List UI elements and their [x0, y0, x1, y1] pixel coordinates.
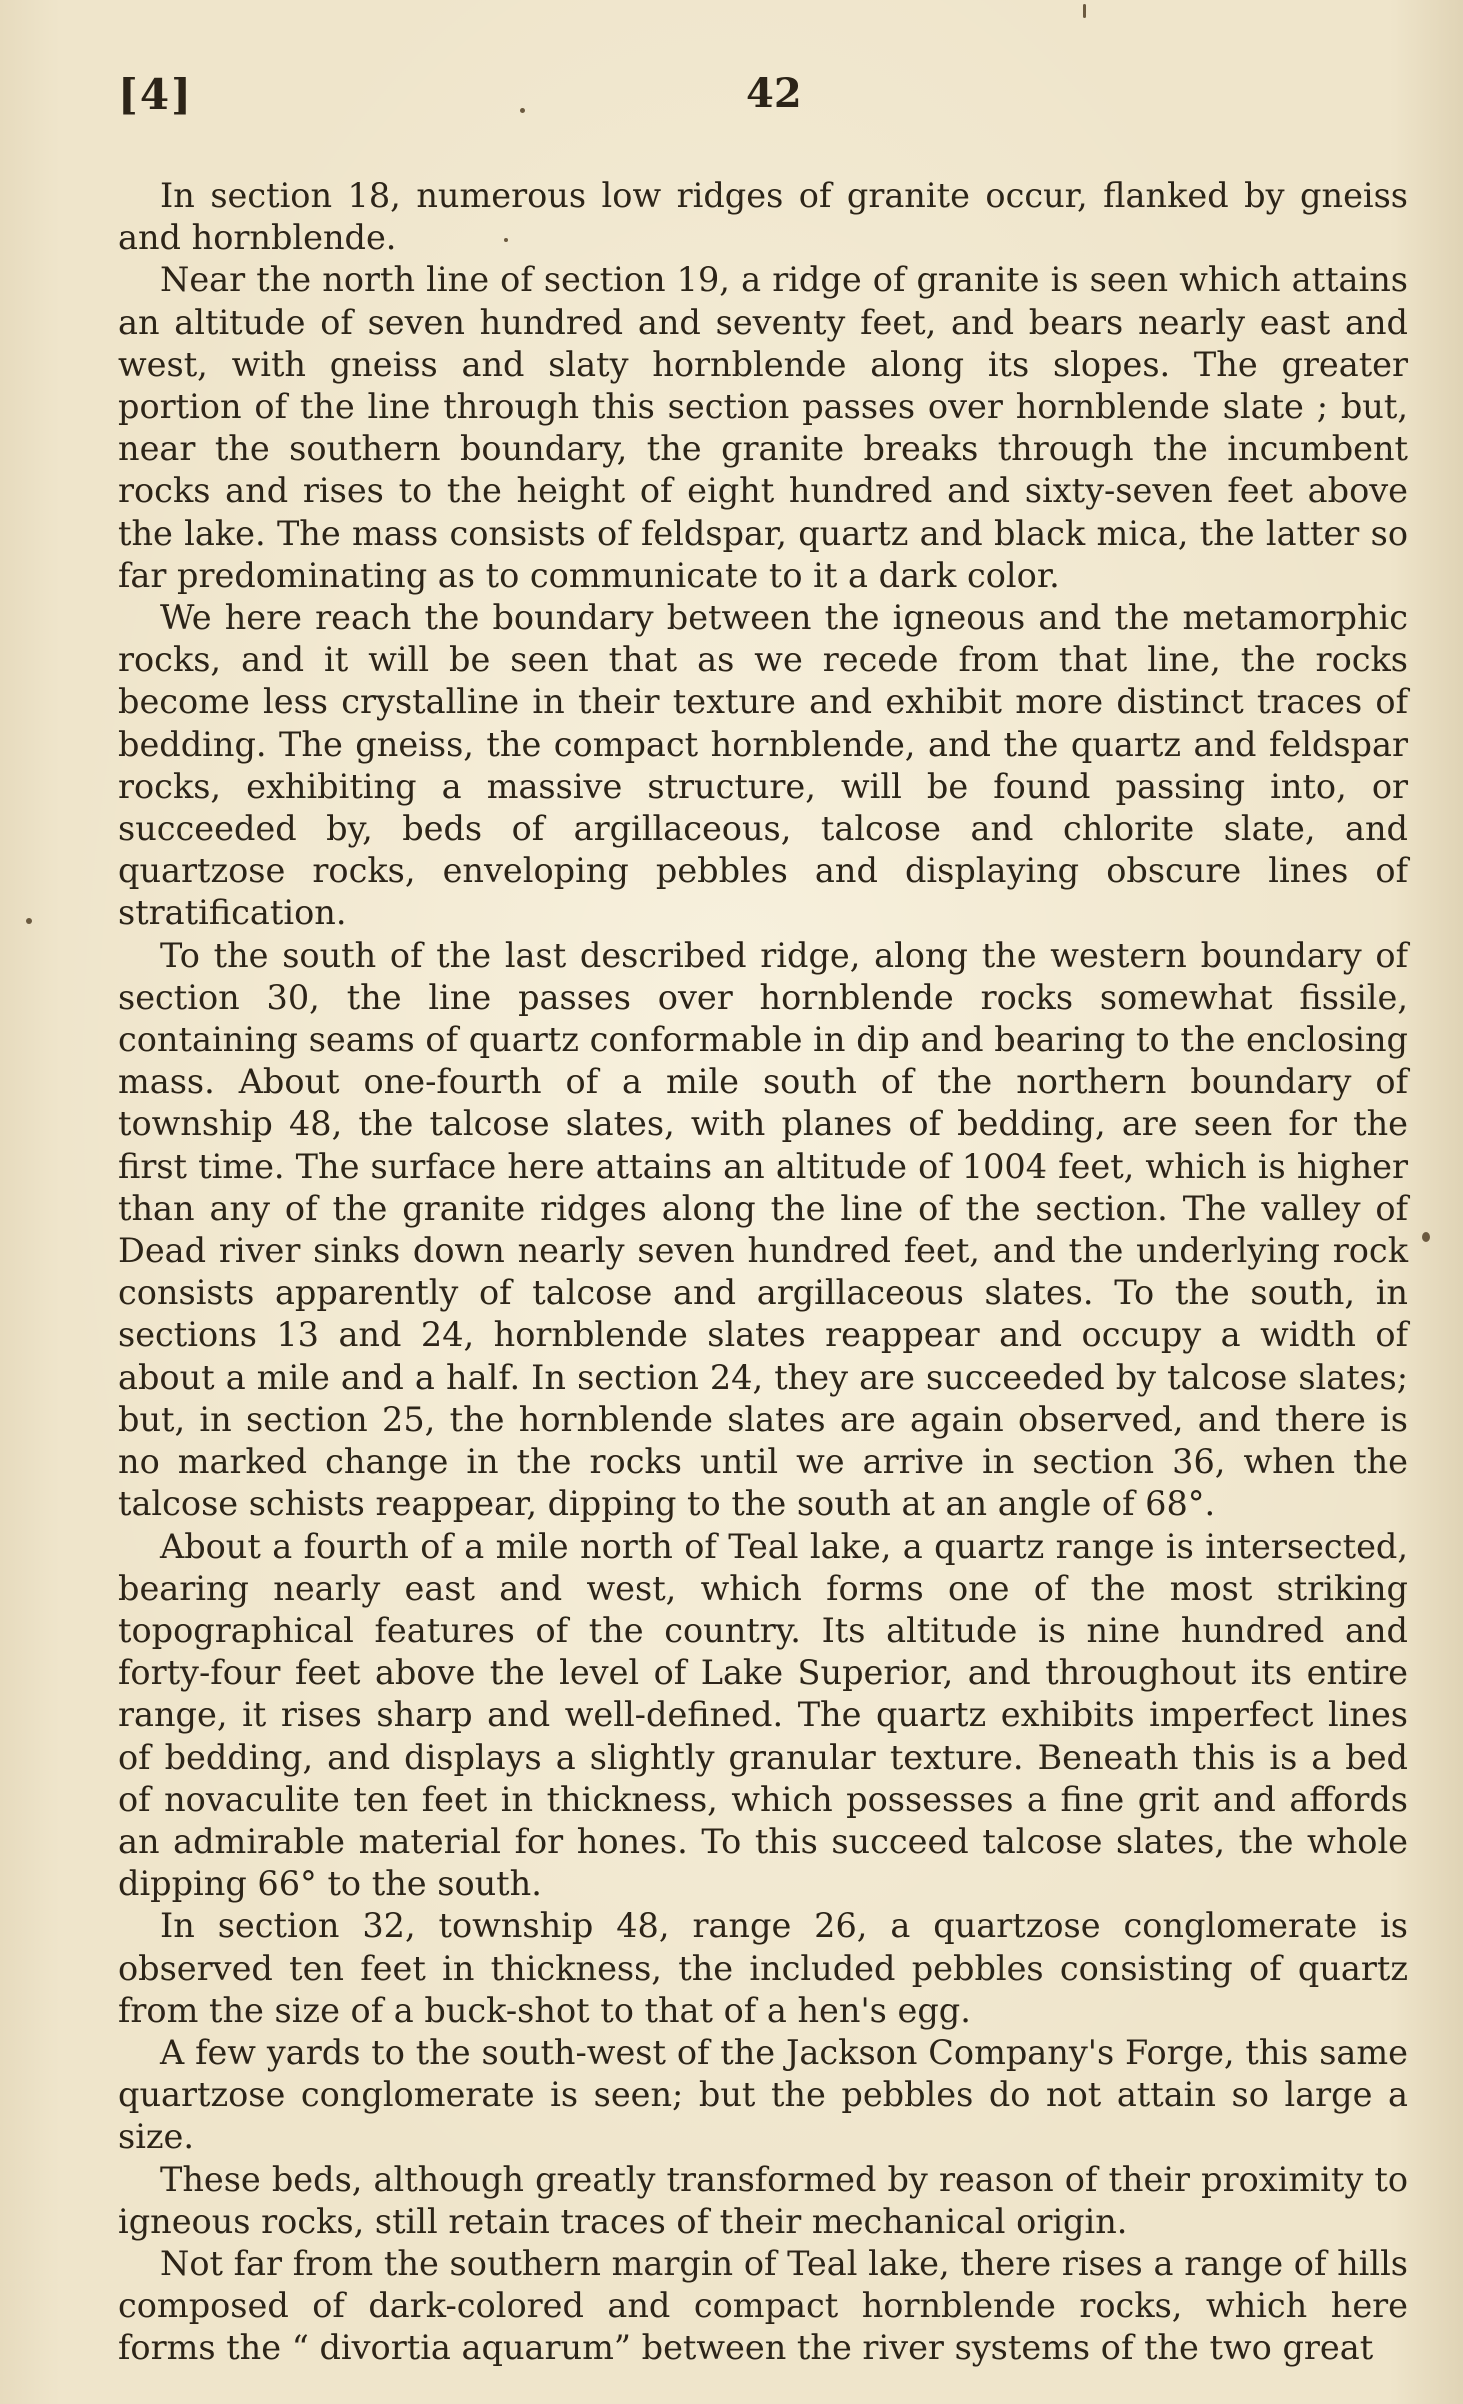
paragraph-igneous-boundary: We here reach the boundary between the igneous and the metamorphic rocks, and it will be seen that as we recede from that line, the rocks become less crystalline in their texture and exhibit more distinct traces of bedding. The gneiss, the compact hornblende, and the quartz and feldspar rocks, exhibiting a massive structure, will be found passing into, or succeeded by, beds of argillaceous, talcose and chlorite slate, and quartzose rocks, enveloping pebbles and displaying obscure lines of stratification. [118, 598, 1408, 933]
page-header [118, 70, 1408, 140]
paper-speck [26, 918, 32, 924]
document-number: [4] [118, 70, 193, 119]
paragraph-section-18: In section 18, numerous low ridges of granite occur, flanked by gneiss and hornblende. [118, 176, 1408, 258]
paper-speck [520, 108, 525, 113]
paragraph-section-32: In section 32, township 48, range 26, a quartzose conglomerate is observed ten feet in thickness, the included pebbles consisting of quartz from the size of a buck-shot to that of a hen's egg. [118, 1906, 1408, 2030]
paragraph-section-19: Near the north line of section 19, a ridge of granite is seen which attains an altitude of seven hundred and seventy feet, and bears nearly east and west, with gneiss and slaty hornblende along its slopes. The greater portion of the line through this section passes over hornblende slate ; but, near the southern boundary, the granite breaks through the incumbent rocks and rises to the height of eight hundred and sixty-seven feet above the lake. The mass consists of feldspar, quartz and black mica, the latter so far predominating as to communicate to it a dark color. [118, 260, 1408, 595]
body-text [118, 175, 1408, 2370]
paragraph-section-30: To the south of the last described ridge, along the western boundary of section 30, the line passes over hornblende rocks somewhat fissile, containing seams of quartz conformable in dip and bearing to the enclosing mass. About one-fourth of a mile south of the northern boundary of township 48, the talcose slates, with planes of bedding, are seen for the first time. The surface here attains an altitude of 1004 feet, which is higher than any of the granite ridges along the line of the section. The valley of Dead river sinks down nearly seven hundred feet, and the underlying rock consists apparently of talcose and argillaceous slates. To the south, in sections 13 and 24, hornblende slates reappear and occupy a width of about a mile and a half. In section 24, they are succeeded by talcose slates; but, in section 25, the hornblende slates are again observed, and there is no marked change in the rocks until we arrive in section 36, when the talcose schists reappear, dipping to the south at an angle of 68°. [118, 935, 1408, 1524]
page-number: 42 [746, 70, 802, 117]
paper-speck [1422, 1232, 1430, 1242]
paragraph-mechanical-origin: These beds, although greatly transformed by reason of their proximity to igneous rocks, still retain traces of their mechanical origin. [118, 2159, 1408, 2241]
paper-speck [504, 238, 508, 242]
paragraph-teal-lake-quartz: About a fourth of a mile north of Teal lake, a quartz range is intersected, bearing nearly east and west, which forms one of the most striking topographical features of the country. Its altitude is nine hundred and forty-four feet above the level of Lake Superior, and throughout its entire range, it rises sharp and well-defined. The quartz exhibits imperfect lines of bedding, and displays a slightly granular texture. Beneath this is a bed of novaculite ten feet in thickness, which possesses a fine grit and affords an admirable material for hones. To this succeed talcose slates, the whole dipping 66° to the south. [118, 1526, 1408, 1904]
paper-speck [1083, 4, 1086, 18]
paragraph-hornblende-hills: Not far from the southern margin of Teal lake, there rises a range of hills composed of dark-colored and compact hornblende rocks, which here forms the “ divortia aquarum” between the river systems of the two great [118, 2243, 1408, 2368]
paragraph-jackson-forge: A few yards to the south-west of the Jackson Company's Forge, this same quartzose conglomerate is seen; but the pebbles do not attain so large a size. [118, 2032, 1408, 2157]
